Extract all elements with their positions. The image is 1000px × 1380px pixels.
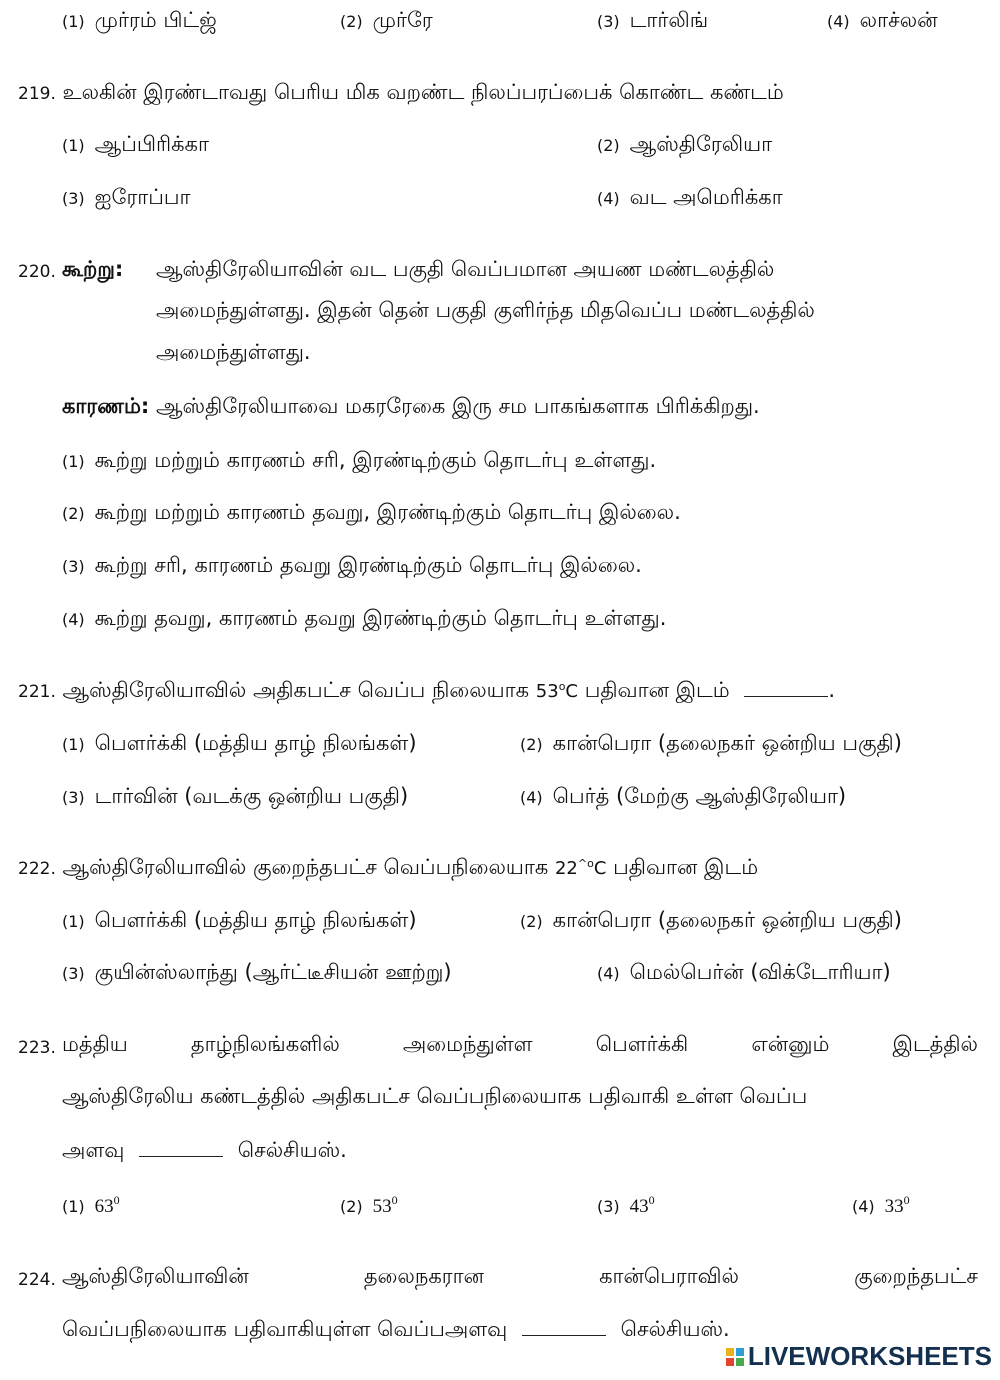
- q219-question: [18, 82, 784, 103]
- q221-option-1: (1) பௌர்க்கி (மத்திய தாழ் நிலங்கள்): [62, 731, 417, 755]
- q222-option-1: (1) பௌர்க்கி (மத்திய தாழ் நிலங்கள்): [62, 908, 417, 932]
- q220-option-2: (2) கூற்று மற்றும் காரணம் தவறு, இரண்டிற்கும் தொடர்பு இல்லை.: [62, 500, 681, 524]
- liveworksheets-logo: [726, 1341, 992, 1372]
- q220-statement-line-2: அமைந்துள்ளது. இதன் தென் பகுதி குளிர்ந்த மிதவெப்ப மண்டலத்தில்: [156, 298, 815, 322]
- q222-temperature: $22^{\^{}o}C$: [554, 857, 607, 879]
- q223-answer-blank[interactable]: [139, 1156, 223, 1157]
- q219-option-3: (3) ஐரோப்பா: [62, 185, 191, 209]
- q221-temperature: 53$^o$C: [535, 680, 578, 702]
- q223-option-2: (2) $53^0$: [340, 1193, 398, 1217]
- q219-option-4: (4) வட அமெரிக்கா: [597, 185, 783, 209]
- q220-reason-text: ஆஸ்திரேலியாவை மகரரேகை இரு சம பாகங்களாக பிரிக்கிறது.: [155, 394, 760, 418]
- q220-reason: [62, 396, 760, 417]
- q224-line-1: ஆஸ்திரேலியாவின் தலைநகரான கான்பெராவில் குறைந்தபட்ச: [62, 1264, 978, 1288]
- q223-option-3: (3) $43^0$: [597, 1193, 655, 1217]
- q221-question: 221. ஆஸ்திரேலியாவில் அதிகபட்ச வெப்ப நிலையாக 53$^o$C பதிவான இடம் .: [18, 678, 836, 702]
- q220-option-1: (1) கூற்று மற்றும் காரணம் சரி, இரண்டிற்கும் தொடர்பு உள்ளது.: [62, 448, 657, 472]
- q223-option-4: (4) $33^0$: [852, 1193, 910, 1217]
- q222-option-4: (4) மெல்பெர்ன் (விக்டோரியா): [597, 960, 891, 984]
- q219-option-1: (1) ஆப்பிரிக்கா: [62, 132, 209, 156]
- q223-line-2: ஆஸ்திரேலிய கண்டத்தில் அதிகபட்ச வெப்பநிலையாக பதிவாகி உள்ள வெப்ப: [62, 1084, 808, 1108]
- q218-option-3: (3) டார்லிங்: [597, 8, 709, 32]
- q220-statement-label: கூற்று:: [62, 257, 124, 281]
- q221-option-3: (3) டார்வின் (வடக்கு ஒன்றிய பகுதி): [62, 784, 409, 808]
- q220-option-3: (3) கூற்று சரி, காரணம் தவறு இரண்டிற்கும் தொடர்பு இல்லை.: [62, 553, 642, 577]
- q223-option-1: (1) $63^0$: [62, 1193, 120, 1217]
- q223-number: 223.: [18, 1038, 56, 1058]
- q222-option-2: (2) கான்பெரா (தலைநகர் ஒன்றிய பகுதி): [520, 908, 902, 932]
- q218-option-4: (4) லாச்லன்: [827, 8, 938, 32]
- q221-number: 221.: [18, 682, 56, 702]
- q220-number: 220.: [18, 262, 56, 282]
- q219-option-2: (2) ஆஸ்திரேலியா: [597, 132, 773, 156]
- q218-option-2: (2) முர்ரே: [340, 8, 433, 32]
- q220-statement-line-1: ஆஸ்திரேலியாவின் வட பகுதி வெப்பமான அயண மண்டலத்தில்: [156, 257, 775, 281]
- q221-option-2: (2) கான்பெரா (தலைநகர் ஒன்றிய பகுதி): [520, 731, 902, 755]
- q223-line-1: மத்திய தாழ்நிலங்களில் அமைந்துள்ள பௌர்க்கி என்னும் இடத்தில்: [62, 1032, 978, 1056]
- q220-statement-line-3: அமைந்துள்ளது.: [156, 340, 311, 364]
- q221-option-4: (4) பெர்த் (மேற்கு ஆஸ்திரேலியா): [520, 784, 847, 808]
- q218-option-1: (1) முர்ரம் பிட்ஜ்: [62, 8, 217, 32]
- q220-option-4: (4) கூற்று தவறு, காரணம் தவறு இரண்டிற்கும் தொடர்பு உள்ளது.: [62, 606, 667, 630]
- q223-options: [62, 1194, 966, 1218]
- liveworksheets-logo-text: LIVEWORKSHEETS: [747, 1341, 992, 1371]
- q222-option-3: (3) குயின்ஸ்லாந்து (ஆர்ட்டீசியன் ஊற்று): [62, 960, 452, 984]
- q220-reason-label: காரணம்:: [62, 394, 150, 418]
- q224-answer-blank[interactable]: [522, 1335, 606, 1336]
- q219-text: உலகின் இரண்டாவது பெரிய மிக வறண்ட நிலப்பரப்பைக் கொண்ட கண்டம்: [62, 80, 784, 104]
- liveworksheets-logo-icon: [726, 1348, 744, 1366]
- q218-options: [62, 10, 966, 34]
- q222-question: 222. ஆஸ்திரேலியாவில் குறைந்தபட்ச வெப்பநிலையாக $22^{\^{}o}C$ பதிவான இடம்: [18, 855, 759, 879]
- q221-answer-blank[interactable]: [744, 696, 828, 697]
- q223-line-3: அளவு செல்சியஸ்.: [62, 1138, 347, 1162]
- q222-number: 222.: [18, 859, 56, 879]
- q224-number: 224.: [18, 1270, 56, 1290]
- q219-number: 219.: [18, 84, 56, 104]
- q224-line-2: வெப்பநிலையாக பதிவாகியுள்ள வெப்பஅளவு செல்சியஸ்.: [62, 1317, 730, 1341]
